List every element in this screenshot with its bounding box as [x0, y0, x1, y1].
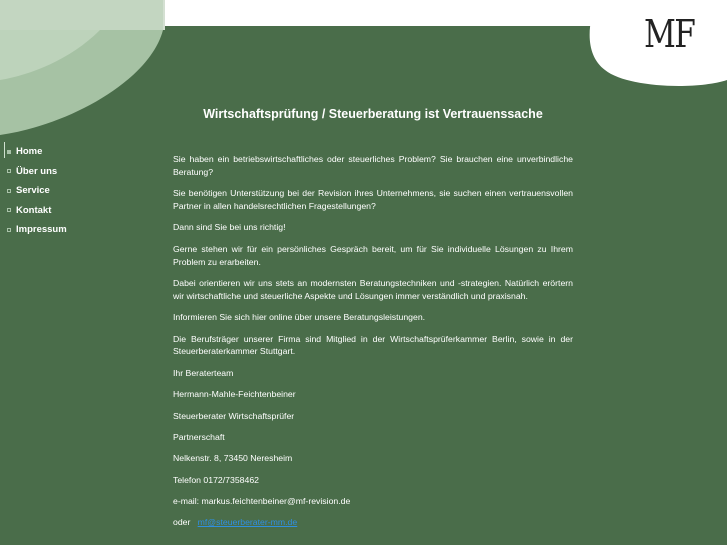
content-paragraph: Hermann-Mahle-Feichtenbeiner: [173, 389, 296, 400]
nav-item-label: Kontakt: [16, 204, 52, 216]
nav-bullet-icon: [7, 169, 11, 173]
content-paragraph-last: [173, 516, 573, 529]
nav-item-label: Impressum: [16, 224, 67, 236]
logo[interactable]: MF: [644, 12, 695, 56]
content-paragraph: Steuerberater Wirtschaftsprüfer: [173, 410, 295, 421]
content-paragraph: Die Berufsträger unserer Firma sind Mitglied in der Wirtschaftsprüferkammer Berlin, sowie in der Steuerberaterkammer Stuttgart.: [173, 333, 573, 357]
content-paragraph: Informieren Sie sich hier online über unsere Beratungsleistungen.: [173, 312, 426, 323]
email-link[interactable]: mf@steuerberater-mm.de: [197, 517, 298, 528]
content-paragraph: Gerne stehen wir für ein persönliches Gespräch bereit, um für Sie individuelle Lösungen zu Ihrem Problem zu erarbeiten.: [173, 243, 573, 267]
nav-item-label: Home: [16, 146, 43, 158]
page-title: Wirtschaftsprüfung / Steuerberatung ist Vertrauenssache: [203, 107, 543, 121]
content-paragraph: e-mail: markus.feichtenbeiner@mf-revision.de: [173, 496, 351, 507]
nav-item-ueber-uns[interactable]: [7, 162, 157, 182]
content-paragraph: Telefon 0172/7358462: [173, 474, 259, 485]
nav-bullet-icon: [7, 228, 11, 232]
content-paragraph: Dann sind Sie bei uns richtig!: [173, 222, 286, 233]
nav-bullet-icon: [7, 150, 11, 154]
content-paragraph: Sie benötigen Unterstützung bei der Revision ihres Unternehmens, sie suchen einen vertrauensvollen Partner in allen handelsrechtlichen Fragestellungen?: [173, 188, 573, 211]
nav-item-home[interactable]: [7, 142, 157, 162]
nav-item-kontakt[interactable]: [7, 201, 157, 221]
content-paragraph: Nelkenstr. 8, 73450 Neresheim: [173, 453, 293, 464]
nav-item-service[interactable]: [7, 181, 157, 201]
content-paragraph: Dabei orientieren wir uns stets an modernsten Beratungstechniken und -strategien. Natürlich erörtern wir wirtschaftliche und steuerliche Aspekte und Lösungen immer verständlich und praxisnah.: [173, 277, 573, 301]
corner-decoration: [0, 0, 165, 140]
content-paragraph: Partnerschaft: [173, 431, 225, 442]
content-paragraph: Ihr Beraterteam: [173, 367, 234, 378]
sidebar-nav: [7, 142, 157, 240]
nav-item-impressum[interactable]: [7, 220, 157, 240]
nav-active-indicator: [4, 142, 5, 158]
content-paragraph: Sie haben ein betriebswirtschaftliches oder steuerliches Problem? Sie brauchen eine unverbindliche Beratung?: [173, 154, 573, 177]
nav-item-label: Über uns: [16, 165, 58, 177]
nav-bullet-icon: [7, 189, 11, 193]
nav-item-label: Service: [16, 185, 50, 197]
nav-bullet-icon: [7, 208, 11, 212]
main-content: [173, 153, 573, 538]
last-line-prefix: oder: [173, 517, 191, 528]
